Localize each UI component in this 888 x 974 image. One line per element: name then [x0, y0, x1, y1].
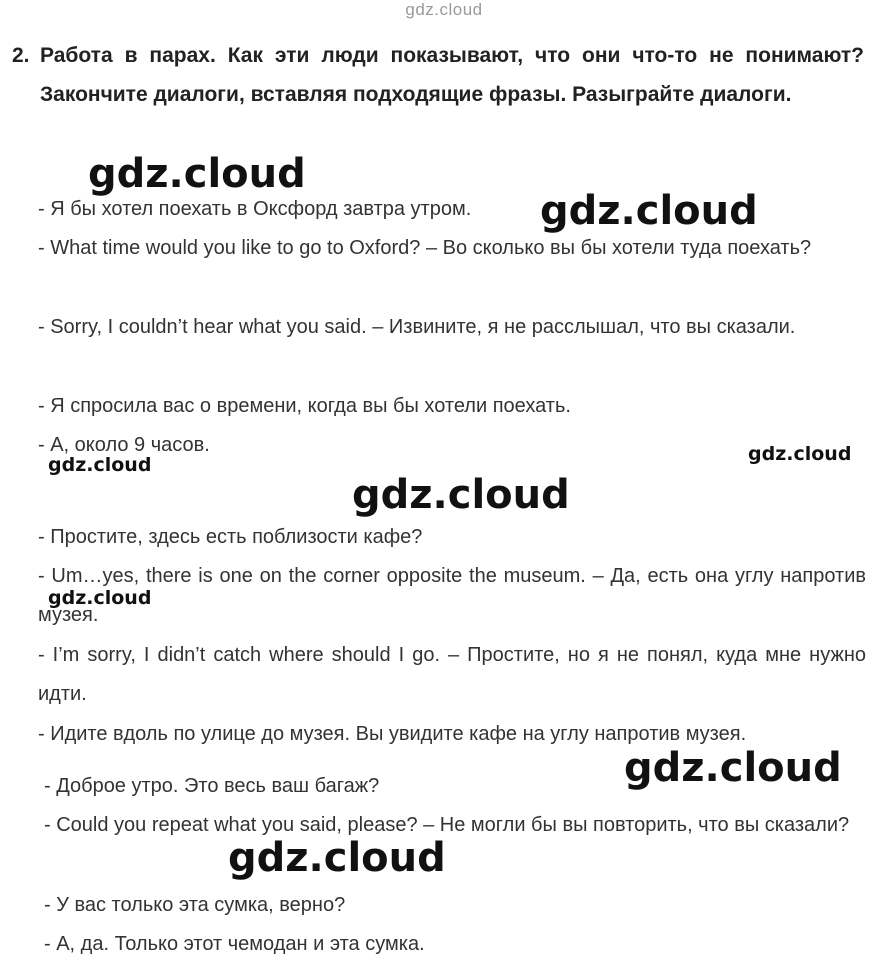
task-heading [12, 36, 864, 114]
task-number: 2. [12, 44, 30, 67]
dialogue-line: - Could you repeat what you said, please? – Не могли бы вы повторить, что вы сказали? [44, 814, 850, 836]
dialogue-line: - Sorry, I couldn’t hear what you said. – Извините, я не расслышал, что вы сказали. [38, 316, 796, 338]
dialogue-line: - Um…yes, there is one on the corner opposite the museum. – Да, есть она углу напротив музея. [38, 565, 866, 626]
watermark: gdz.cloud [228, 835, 446, 881]
watermark: gdz.cloud [88, 151, 306, 197]
watermark: gdz.cloud [748, 443, 852, 465]
dialogue-line: - Я спросила вас о времени, когда вы бы хотели поехать. [38, 395, 571, 417]
dialogue-line: - Доброе утро. Это весь ваш багаж? [44, 775, 380, 797]
watermark: gdz.cloud [352, 472, 570, 518]
watermark: gdz.cloud [540, 188, 758, 234]
dialogue-line: - Простите, здесь есть поблизости кафе? [38, 526, 423, 548]
dialogue-line: - What time would you like to go to Oxford? – Во сколько вы бы хотели туда поехать? [38, 237, 812, 259]
dialogue-line: - А, да. Только этот чемодан и эта сумка. [44, 933, 425, 955]
watermark: gdz.cloud [48, 587, 152, 609]
dialogue-line: - У вас только эта сумка, верно? [44, 894, 346, 916]
watermark: gdz.cloud [624, 745, 842, 791]
dialogue-line: - Я бы хотел поехать в Оксфорд завтра утром. [38, 198, 472, 220]
dialogue-line: - Идите вдоль по улице до музея. Вы увидите кафе на углу напротив музея. [38, 723, 747, 745]
watermark: gdz.cloud [48, 454, 152, 476]
task-text: Работа в парах. Как эти люди показывают, что они что-то не понимают? Закончите диалоги, вставляя подходящие фразы. Разыграйте диалоги. [40, 44, 864, 106]
dialogue-line: - А, около 9 часов. [38, 434, 210, 456]
dialogue-line: - I’m sorry, I didn’t catch where should I go. – Простите, но я не понял, куда мне нужно идти. [38, 644, 866, 705]
header-watermark: gdz.cloud [405, 0, 483, 19]
